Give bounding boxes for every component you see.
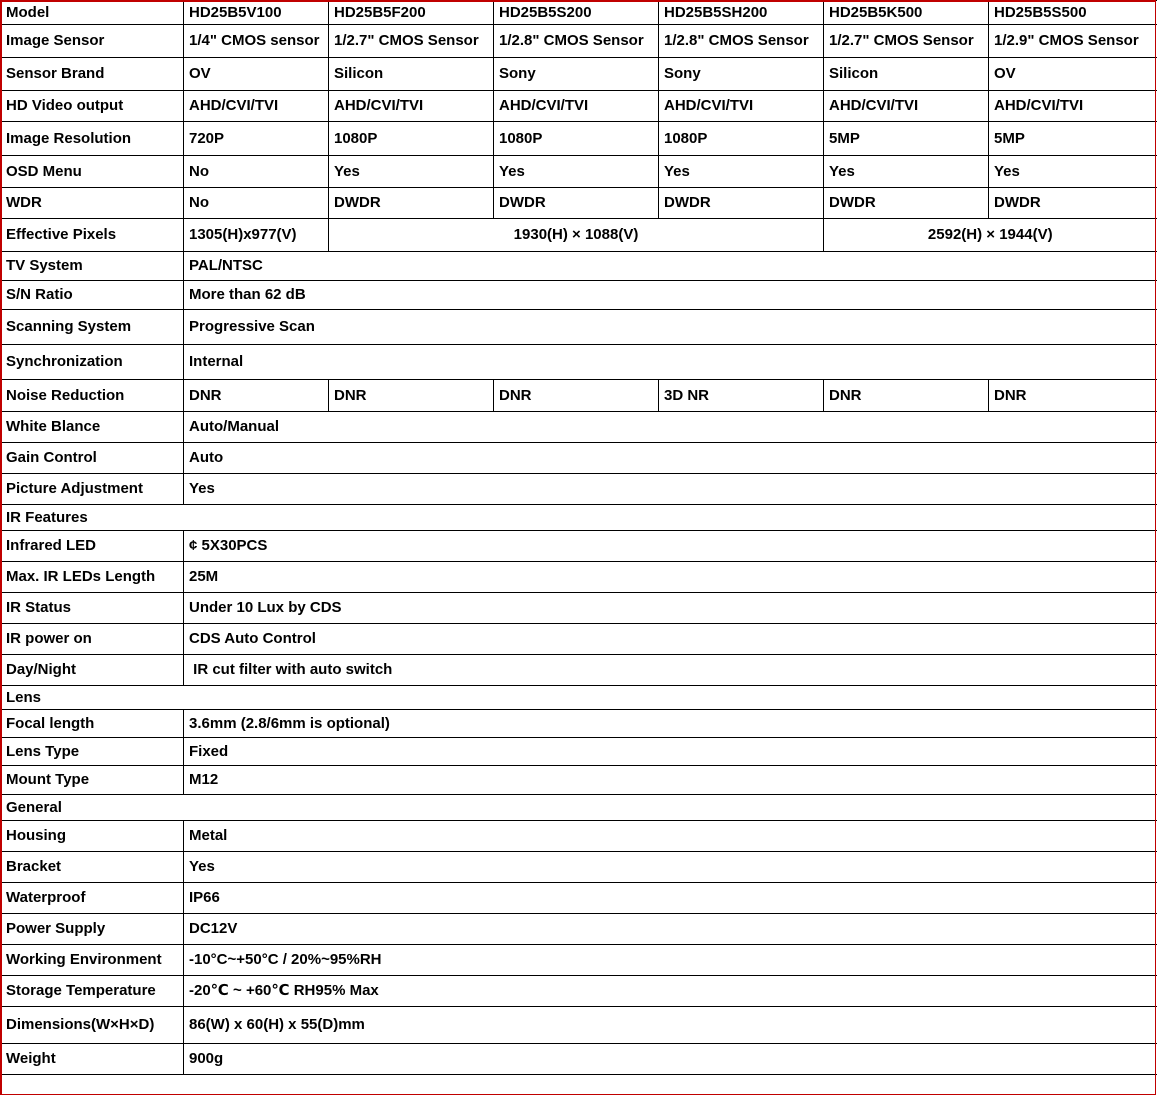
row-section-ir-features <box>1 505 1157 531</box>
cell-value: 5MP <box>824 122 989 156</box>
row-housing <box>1 821 1157 852</box>
row-label: IR Status <box>1 593 184 624</box>
cell-value: Yes <box>184 852 1157 883</box>
cell-value: DWDR <box>659 188 824 219</box>
cell-value: 25M <box>184 562 1157 593</box>
row-label: Infrared LED <box>1 531 184 562</box>
row-scanning-system <box>1 310 1157 345</box>
row-synchronization <box>1 345 1157 380</box>
cell-value: Yes <box>659 156 824 188</box>
cell-value: No <box>184 156 329 188</box>
row-image-resolution <box>1 122 1157 156</box>
cell-value: Sony <box>494 58 659 91</box>
row-hd-video-output <box>1 91 1157 122</box>
row-label: Noise Reduction <box>1 380 184 412</box>
cell-value: IR cut filter with auto switch <box>184 655 1157 686</box>
cell-value: M12 <box>184 766 1157 795</box>
row-noise-reduction <box>1 380 1157 412</box>
row-label: Storage Temperature <box>1 976 184 1007</box>
row-label: Dimensions(W×H×D) <box>1 1007 184 1044</box>
outer-border-top <box>0 0 1156 2</box>
row-label: Waterproof <box>1 883 184 914</box>
cell-value: Yes <box>824 156 989 188</box>
row-effective-pixels <box>1 219 1157 252</box>
row-label: Scanning System <box>1 310 184 345</box>
row-working-environment <box>1 945 1157 976</box>
row-white-balance <box>1 412 1157 443</box>
cell-value: AHD/CVI/TVI <box>184 91 329 122</box>
cell-value: OV <box>989 58 1157 91</box>
cell-value: DWDR <box>494 188 659 219</box>
row-label: HD Video output <box>1 91 184 122</box>
cell-value: DC12V <box>184 914 1157 945</box>
cell-value: AHD/CVI/TVI <box>824 91 989 122</box>
row-label: Power Supply <box>1 914 184 945</box>
row-waterproof <box>1 883 1157 914</box>
row-label: Max. IR LEDs Length <box>1 562 184 593</box>
cell-value: 1930(H) × 1088(V) <box>329 219 824 252</box>
cell-value: OV <box>184 58 329 91</box>
cell-value: AHD/CVI/TVI <box>494 91 659 122</box>
cell-value: 3.6mm (2.8/6mm is optional) <box>184 710 1157 738</box>
cell-value: Yes <box>494 156 659 188</box>
cell-value: Auto/Manual <box>184 412 1157 443</box>
cell-value: AHD/CVI/TVI <box>329 91 494 122</box>
model-name: HD25B5S200 <box>494 1 659 25</box>
cell-value: 1080P <box>659 122 824 156</box>
cell-value: 1/2.8" CMOS Sensor <box>494 25 659 58</box>
cell-value: DNR <box>824 380 989 412</box>
model-name: HD25B5K500 <box>824 1 989 25</box>
row-label: Mount Type <box>1 766 184 795</box>
cell-value: DWDR <box>824 188 989 219</box>
model-name: HD25B5V100 <box>184 1 329 25</box>
cell-value: ¢ 5X30PCS <box>184 531 1157 562</box>
cell-value: IP66 <box>184 883 1157 914</box>
section-heading: IR Features <box>1 505 1157 531</box>
row-ir-status <box>1 593 1157 624</box>
cell-value: Yes <box>184 474 1157 505</box>
cell-value: More than 62 dB <box>184 281 1157 310</box>
cell-value: CDS Auto Control <box>184 624 1157 655</box>
row-model <box>1 1 1157 25</box>
row-image-sensor <box>1 25 1157 58</box>
row-sensor-brand <box>1 58 1157 91</box>
cell-value: 1080P <box>329 122 494 156</box>
row-power-supply <box>1 914 1157 945</box>
cell-value: 720P <box>184 122 329 156</box>
cell-value: PAL/NTSC <box>184 252 1157 281</box>
row-label: TV System <box>1 252 184 281</box>
outer-border-right <box>1155 0 1156 1095</box>
cell-value: Silicon <box>329 58 494 91</box>
row-label: Synchronization <box>1 345 184 380</box>
row-label: Focal length <box>1 710 184 738</box>
row-mount-type <box>1 766 1157 795</box>
outer-border-bottom <box>0 1094 1156 1095</box>
cell-value: 1/2.9" CMOS Sensor <box>989 25 1157 58</box>
row-max-ir-length <box>1 562 1157 593</box>
row-label: White Blance <box>1 412 184 443</box>
row-label: Working Environment <box>1 945 184 976</box>
cell-value: 1/2.7" CMOS Sensor <box>824 25 989 58</box>
section-heading: General <box>1 795 1157 821</box>
model-name: HD25B5F200 <box>329 1 494 25</box>
cell-value: 1305(H)x977(V) <box>184 219 329 252</box>
row-bracket <box>1 852 1157 883</box>
cell-value: AHD/CVI/TVI <box>989 91 1157 122</box>
row-ir-power-on <box>1 624 1157 655</box>
row-wdr <box>1 188 1157 219</box>
cell-value: DNR <box>184 380 329 412</box>
cell-value: DNR <box>989 380 1157 412</box>
row-label: S/N Ratio <box>1 281 184 310</box>
cell-value: DNR <box>329 380 494 412</box>
cell-value: -20℃ ~ +60℃ RH95% Max <box>184 976 1157 1007</box>
row-storage-temperature <box>1 976 1157 1007</box>
row-lens-type <box>1 738 1157 766</box>
row-label: WDR <box>1 188 184 219</box>
row-label: Picture Adjustment <box>1 474 184 505</box>
row-day-night <box>1 655 1157 686</box>
row-label: OSD Menu <box>1 156 184 188</box>
row-label: Weight <box>1 1044 184 1075</box>
cell-value: DNR <box>494 380 659 412</box>
cell-value: 5MP <box>989 122 1157 156</box>
row-tv-system <box>1 252 1157 281</box>
section-heading: Lens <box>1 686 1157 710</box>
row-label: Image Resolution <box>1 122 184 156</box>
row-label: Model <box>1 1 184 25</box>
row-section-lens <box>1 686 1157 710</box>
cell-value: 3D NR <box>659 380 824 412</box>
row-infrared-led <box>1 531 1157 562</box>
cell-value: Auto <box>184 443 1157 474</box>
row-sn-ratio <box>1 281 1157 310</box>
row-gain-control <box>1 443 1157 474</box>
cell-value: Under 10 Lux by CDS <box>184 593 1157 624</box>
row-label: Bracket <box>1 852 184 883</box>
cell-value: 900g <box>184 1044 1157 1075</box>
cell-value: 1/4" CMOS sensor <box>184 25 329 58</box>
outer-border-left <box>0 0 2 1095</box>
cell-value: Metal <box>184 821 1157 852</box>
row-weight <box>1 1044 1157 1075</box>
cell-value: 86(W) x 60(H) x 55(D)mm <box>184 1007 1157 1044</box>
cell-value: DWDR <box>989 188 1157 219</box>
row-label: Image Sensor <box>1 25 184 58</box>
row-label: Gain Control <box>1 443 184 474</box>
cell-value: Progressive Scan <box>184 310 1157 345</box>
row-focal-length <box>1 710 1157 738</box>
cell-value: Yes <box>989 156 1157 188</box>
cell-value: Sony <box>659 58 824 91</box>
row-section-general <box>1 795 1157 821</box>
row-label: Day/Night <box>1 655 184 686</box>
row-label: IR power on <box>1 624 184 655</box>
row-label: Effective Pixels <box>1 219 184 252</box>
cell-value: Fixed <box>184 738 1157 766</box>
cell-value: 2592(H) × 1944(V) <box>824 219 1157 252</box>
row-label: Sensor Brand <box>1 58 184 91</box>
row-dimensions <box>1 1007 1157 1044</box>
row-osd-menu <box>1 156 1157 188</box>
row-label: Housing <box>1 821 184 852</box>
cell-value: Internal <box>184 345 1157 380</box>
cell-value: No <box>184 188 329 219</box>
model-name: HD25B5SH200 <box>659 1 824 25</box>
row-label: Lens Type <box>1 738 184 766</box>
cell-value: -10°C~+50°C / 20%~95%RH <box>184 945 1157 976</box>
cell-value: 1/2.8" CMOS Sensor <box>659 25 824 58</box>
cell-value: 1080P <box>494 122 659 156</box>
cell-value: 1/2.7" CMOS Sensor <box>329 25 494 58</box>
model-name: HD25B5S500 <box>989 1 1157 25</box>
cell-value: AHD/CVI/TVI <box>659 91 824 122</box>
cell-value: Yes <box>329 156 494 188</box>
cell-value: Silicon <box>824 58 989 91</box>
row-picture-adjustment <box>1 474 1157 505</box>
cell-value: DWDR <box>329 188 494 219</box>
